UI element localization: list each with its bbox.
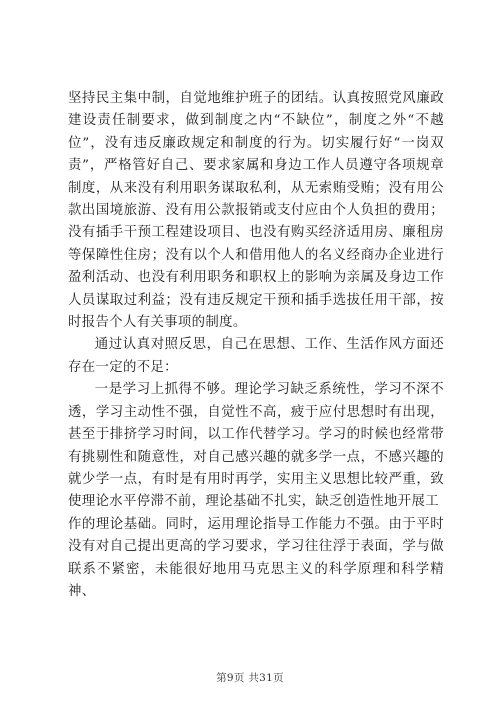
document-body <box>68 88 444 603</box>
page-number-footer: 第9页 共31页 <box>216 672 284 684</box>
paragraph-integrity-conduct: 坚持民主集中制，自觉地维护班子的团结。认真按照党风廉政建设责任制要求，做到制度之内“不缺位”，制度之外“不越位”，没有违反廉政规定和制度的行为。切实履行好“一岗双责”，严格管好自己、要求家属和身边工作人员遵守各项规章制度，从来没有利用职务谋取私利，从无索贿受贿；没有用公款出国境旅游、没有用公款报销或支付应由个人负担的费用；没有插手干预工程建设项目、也没有购买经济适用房、廉租房等保障性住房；没有以个人和借用他人的名义经商办企业进行盈利活动、也没有利用职务和职权上的影响为亲属及身边工作人员谋取过利益；没有违反规定干预和插手选拔任用干部，按时报告个人有关事项的制度。 <box>68 91 444 331</box>
paragraph-theory-application: 作的理论基础。同时，运用理论指导工作能力不强。由于平时没有对自己提出更高的学习要求，学习往往浮于表面，学与做联系不紧密，未能很好地用马克思主义的科学原理和科学精神、 <box>68 516 444 599</box>
paragraph-reflection-intro: 通过认真对照反思，自己在思想、工作、生活作风方面还存在一定的不足： <box>68 337 444 375</box>
paragraph-study-shortcomings: 一是学习上抓得不够。理论学习缺乏系统性，学习不深不透，学习主动性不强，自觉性不高，疲于应付思想时有出现，甚至于排挤学习时间，以工作代替学习。学习的时候也经常带有挑剔性和随意性，对自己感兴趣的就多学一点，不感兴趣的就少学一点，有时是有用时再学，实用主义思想比较严重，致使理论水平停滞不前，理论基础不扎实，缺乏创造性地开展工 <box>68 382 444 510</box>
